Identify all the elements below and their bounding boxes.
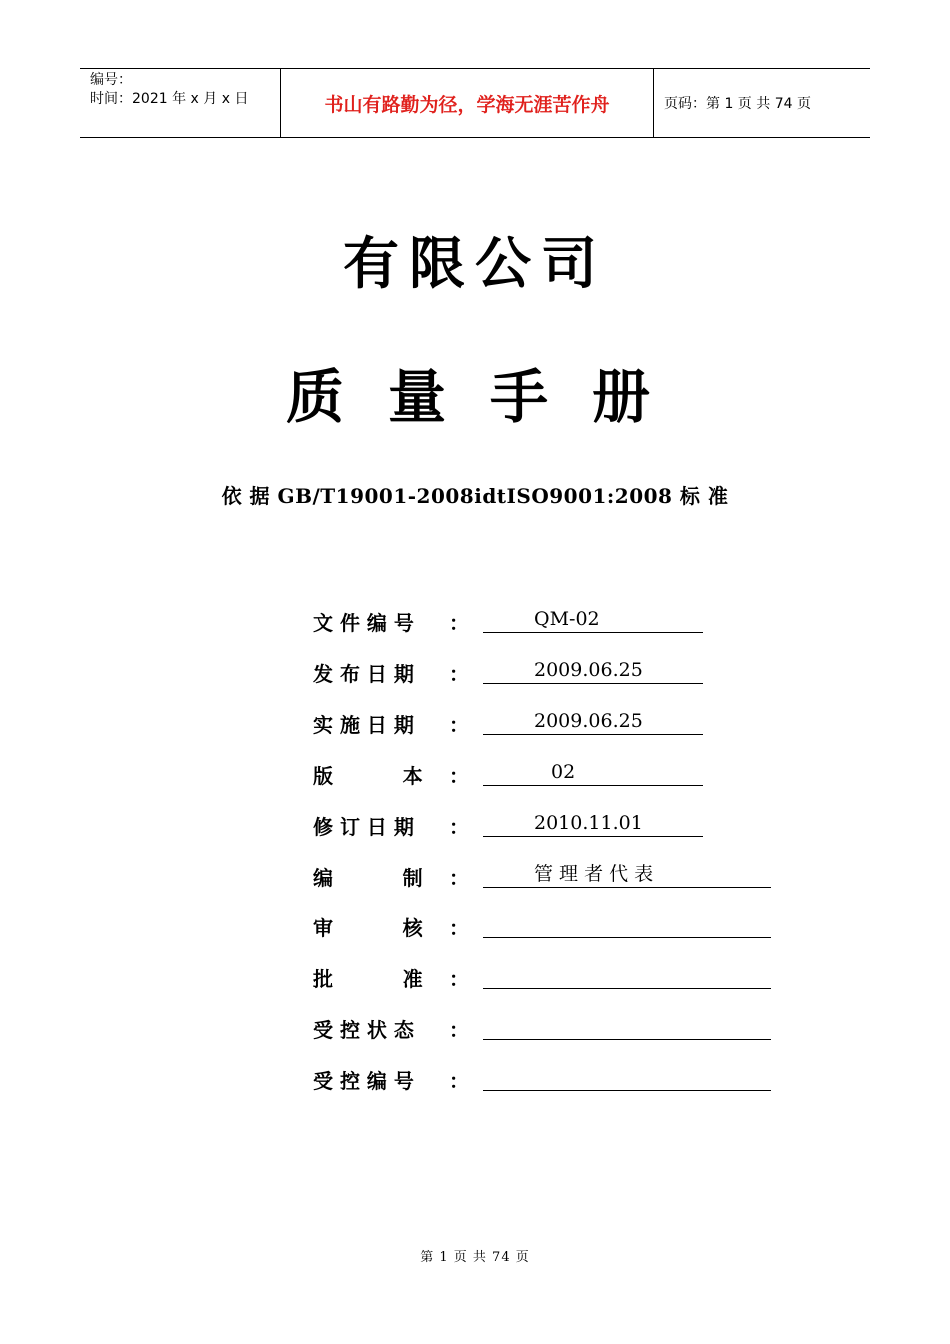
- field-label: 文 件 编 号: [313, 611, 414, 635]
- field-value-text: 管 理 者 代 表: [534, 863, 654, 885]
- field-label: 发 布 日 期: [313, 662, 414, 686]
- field-colon: ：: [449, 713, 469, 737]
- field-value: [483, 1014, 771, 1040]
- page-footer: 第 1 页 共 74 页: [420, 1250, 530, 1265]
- field-label: 编 制: [313, 866, 423, 890]
- header-slogan: 书山有路勤为径，学海无涯苦作舟: [281, 69, 654, 137]
- field-value: [483, 607, 703, 633]
- field-value: [483, 1065, 771, 1091]
- field-label: 受 控 编 号: [313, 1069, 414, 1093]
- field-value: [483, 658, 703, 684]
- field-colon: ：: [449, 764, 469, 788]
- field-colon: ：: [449, 866, 469, 890]
- field-label: 审 核: [313, 916, 423, 940]
- field-value: [483, 760, 703, 786]
- field-colon: ：: [449, 815, 469, 839]
- header-table: [80, 68, 870, 138]
- field-value-text: 02: [551, 761, 576, 783]
- company-title: 有限公司: [343, 231, 607, 297]
- field-colon: ：: [449, 916, 469, 940]
- document-number-label: 编号：: [90, 72, 132, 88]
- document-time: 时间：2021 年 x 月 x 日: [90, 91, 249, 107]
- field-label: 修 订 日 期: [313, 815, 414, 839]
- field-label: 受 控 状 态: [313, 1018, 414, 1042]
- field-colon: ：: [449, 611, 469, 635]
- field-label: 实 施 日 期: [313, 713, 414, 737]
- field-colon: ：: [449, 662, 469, 686]
- field-value: [483, 811, 703, 837]
- header-page-info: 页码：第 1 页 共 74 页: [664, 96, 811, 112]
- field-label: 版 本: [313, 764, 423, 788]
- field-label: 批 准: [313, 967, 423, 991]
- field-value-text: 2009.06.25: [534, 710, 643, 732]
- field-value-text: 2009.06.25: [534, 659, 643, 681]
- field-value: [483, 709, 703, 735]
- header-meta: [80, 69, 281, 137]
- field-value: [483, 963, 771, 989]
- field-colon: ：: [449, 1018, 469, 1042]
- manual-title: 质量手册: [285, 363, 694, 431]
- field-value-text: QM-02: [534, 608, 600, 630]
- field-colon: ：: [449, 1069, 469, 1093]
- field-value-text: 2010.11.01: [534, 812, 643, 834]
- field-value: [483, 912, 771, 938]
- standard-basis: 依 据 GB/T19001-2008idtISO9001:2008 标 准: [221, 484, 729, 508]
- field-colon: ：: [449, 967, 469, 991]
- field-value: [483, 862, 771, 888]
